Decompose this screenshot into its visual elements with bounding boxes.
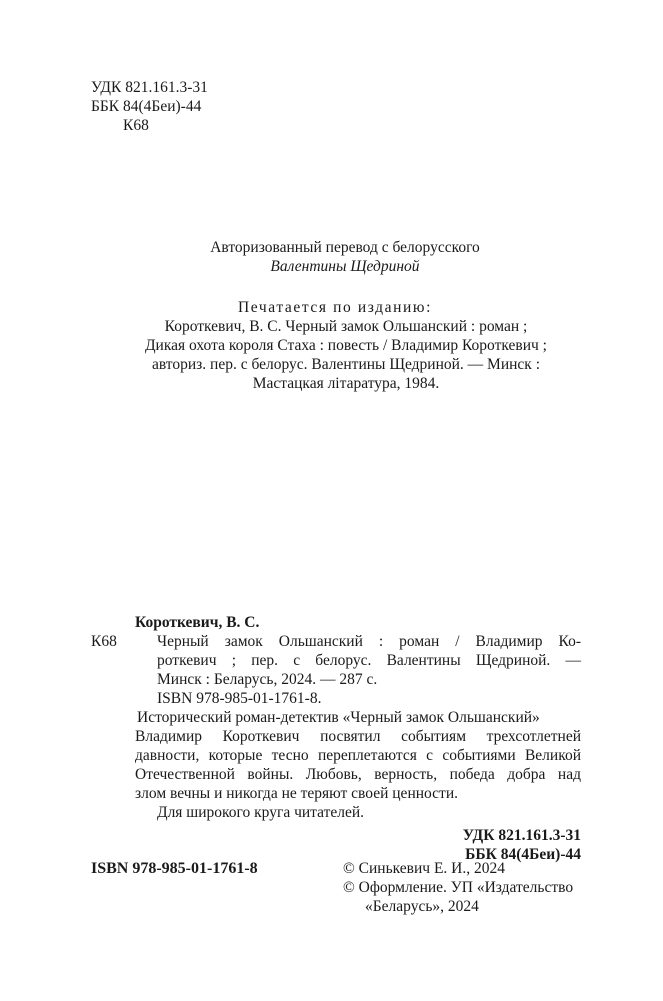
reprint-line: авториз. пер. с белорус. Валентины Щедриной. — Минск : xyxy=(151,356,541,373)
udk-code: УДК 821.161.3-31 xyxy=(91,79,208,96)
footer-isbn: ISBN 978-985-01-1761-8 xyxy=(91,860,258,877)
annotation-line: Владимир Короткевич посвятил событиям трехсотлетней xyxy=(135,728,581,745)
reprint-line: Мастацкая літаратура, 1984. xyxy=(252,375,440,392)
reprint-info xyxy=(126,298,566,393)
annotation-line: злом вечны и никогда не теряют своей ценности. xyxy=(135,785,458,802)
author-mark: К68 xyxy=(123,117,149,134)
translation-note xyxy=(150,238,540,276)
footer-copyright xyxy=(343,859,573,916)
top-classification xyxy=(91,78,208,135)
catalog-isbn: ISBN 978-985-01-1761-8. xyxy=(157,690,322,707)
copyright-design: © Оформление. УП «Издательство xyxy=(343,879,574,896)
reprint-heading: Печатается по изданию: xyxy=(237,299,433,316)
reprint-line: Дикая охота короля Стаха : повесть / Владимир Короткевич ; xyxy=(144,337,547,354)
catalog-author-mark: К68 xyxy=(91,633,117,650)
description-line: Черный замок Ольшанский : роман / Владимир Ко- xyxy=(157,633,581,650)
catalog-card xyxy=(135,613,581,864)
translation-line: Авторизованный перевод с белорусского xyxy=(210,239,480,256)
copyright-design-cont: «Беларусь», 2024 xyxy=(365,898,479,915)
catalog-author: Короткевич, В. С. xyxy=(135,614,260,631)
description-line: Минск : Беларусь, 2024. — 287 с. xyxy=(157,671,378,688)
catalog-bbk: ББК 84(4Беи)-44 xyxy=(465,846,581,863)
annotation-line: Отечественной войны. Любовь, верность, победа добра над xyxy=(135,766,581,783)
catalog-udk: УДК 821.161.3-31 xyxy=(462,827,581,844)
description-line: роткевич ; пер. с белорус. Валентины Щедриной. — xyxy=(157,652,581,669)
copyright-author: © Синькевич Е. И., 2024 xyxy=(343,860,505,877)
reprint-line: Короткевич, В. С. Черный замок Ольшанский : роман ; xyxy=(164,318,528,335)
bbk-code: ББК 84(4Беи)-44 xyxy=(91,98,202,115)
catalog-description xyxy=(135,632,581,708)
audience-note: Для широкого круга читателей. xyxy=(157,804,365,821)
translator-name: Валентины Щедриной xyxy=(270,258,420,275)
annotation-line: давности, которые тесно переплетаются с событиями Великой xyxy=(135,747,581,764)
annotation-line: Исторический роман-детектив «Черный замок Ольшанский» xyxy=(137,709,540,726)
catalog-annotation xyxy=(135,708,581,822)
